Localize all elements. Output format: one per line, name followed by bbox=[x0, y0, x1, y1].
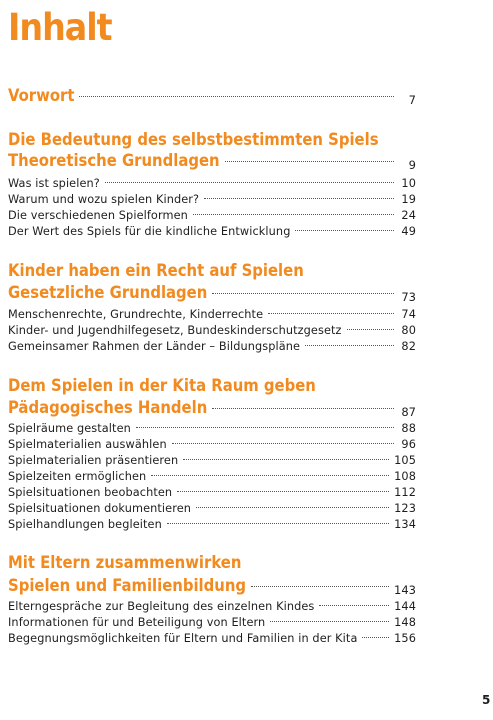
toc-label: Gesetzliche Grundlagen bbox=[8, 283, 208, 302]
toc-page: 9 bbox=[408, 158, 416, 172]
toc-label: Spielzeiten ermöglichen bbox=[8, 470, 147, 483]
dot-leader bbox=[225, 161, 394, 162]
toc-entry-section[interactable] bbox=[8, 151, 416, 170]
dot-leader bbox=[295, 230, 394, 231]
toc-page: 24 bbox=[401, 209, 416, 222]
toc-entry[interactable] bbox=[8, 632, 416, 645]
toc-entry[interactable] bbox=[8, 340, 416, 353]
toc-entry[interactable] bbox=[8, 470, 416, 483]
toc-page: 49 bbox=[401, 225, 416, 238]
dot-leader bbox=[204, 198, 394, 199]
toc-label: Spielsituationen dokumentieren bbox=[8, 502, 192, 515]
toc-entry[interactable] bbox=[8, 438, 416, 451]
toc-entry[interactable] bbox=[8, 502, 416, 515]
toc-label: Menschenrechte, Grundrechte, Kinderrechte bbox=[8, 308, 264, 321]
toc-page: 143 bbox=[394, 583, 416, 597]
toc-entry-section[interactable] bbox=[8, 398, 416, 417]
toc-label: Spielhandlungen begleiten bbox=[8, 518, 162, 531]
toc-label: Spielräume gestalten bbox=[8, 422, 131, 435]
toc-page: 144 bbox=[394, 600, 416, 613]
toc-label: Spielsituationen beobachten bbox=[8, 486, 173, 499]
toc-entry[interactable] bbox=[8, 486, 416, 499]
toc-page: 87 bbox=[401, 405, 416, 419]
dot-leader bbox=[177, 491, 389, 492]
toc-label: Was ist spielen? bbox=[8, 177, 100, 190]
dot-leader bbox=[212, 293, 394, 294]
toc-page: 123 bbox=[394, 502, 416, 515]
section-heading: Kinder haben ein Recht auf Spielen bbox=[8, 261, 304, 280]
toc-page: 148 bbox=[394, 616, 416, 629]
toc-entry[interactable] bbox=[8, 518, 416, 531]
toc-label: Elterngespräche zur Begleitung des einzelnen Kindes bbox=[8, 600, 315, 613]
toc-page: 73 bbox=[401, 290, 416, 304]
dot-leader bbox=[183, 459, 389, 460]
dot-leader bbox=[105, 182, 394, 183]
dot-leader bbox=[172, 443, 394, 444]
toc-page: 19 bbox=[401, 193, 416, 206]
dot-leader bbox=[270, 621, 389, 622]
toc-page: 10 bbox=[401, 177, 416, 190]
toc-page: 105 bbox=[394, 454, 416, 467]
dot-leader bbox=[196, 507, 389, 508]
toc-label: Theoretische Grundlagen bbox=[8, 151, 220, 170]
dot-leader bbox=[319, 605, 389, 606]
toc-entry[interactable] bbox=[8, 422, 416, 435]
section-heading: Dem Spielen in der Kita Raum geben bbox=[8, 376, 316, 395]
toc-page: 7 bbox=[408, 93, 416, 107]
dot-leader bbox=[305, 345, 394, 346]
toc-page: 156 bbox=[394, 632, 416, 645]
toc-label: Gemeinsamer Rahmen der Länder – Bildungspläne bbox=[8, 340, 301, 353]
toc-label: Spielmaterialien präsentieren bbox=[8, 454, 179, 467]
toc-label: Der Wert des Spiels für die kindliche Entwicklung bbox=[8, 225, 291, 238]
toc-entry[interactable] bbox=[8, 209, 416, 222]
toc-page: 112 bbox=[394, 486, 416, 499]
toc-label: Pädagogisches Handeln bbox=[8, 398, 208, 417]
section-heading: Mit Eltern zusammenwirken bbox=[8, 553, 242, 572]
toc-entry[interactable] bbox=[8, 308, 416, 321]
toc-entry[interactable] bbox=[8, 600, 416, 613]
section-heading: Die Bedeutung des selbstbestimmten Spiels bbox=[8, 130, 379, 149]
toc-entry[interactable] bbox=[8, 177, 416, 190]
toc-label: Informationen für und Beteiligung von Eltern bbox=[8, 616, 266, 629]
toc-page: 108 bbox=[394, 470, 416, 483]
dot-leader bbox=[167, 523, 389, 524]
toc-entry-section[interactable] bbox=[8, 283, 416, 302]
toc-entry-vorwort[interactable] bbox=[8, 86, 416, 105]
toc-label: Warum und wozu spielen Kinder? bbox=[8, 193, 200, 206]
dot-leader bbox=[268, 313, 394, 314]
toc-entry[interactable] bbox=[8, 454, 416, 467]
toc-label: Kinder- und Jugendhilfegesetz, Bundeskinderschutzgesetz bbox=[8, 324, 342, 337]
page-title: Inhalt bbox=[8, 6, 112, 49]
toc-page: 96 bbox=[401, 438, 416, 451]
toc-label: Spielen und Familienbildung bbox=[8, 576, 247, 595]
dot-leader bbox=[212, 408, 394, 409]
dot-leader bbox=[151, 475, 389, 476]
toc-entry[interactable] bbox=[8, 324, 416, 337]
dot-leader bbox=[79, 96, 394, 97]
toc-entry[interactable] bbox=[8, 193, 416, 206]
toc-page: 80 bbox=[401, 324, 416, 337]
toc-page: 82 bbox=[401, 340, 416, 353]
toc-entry[interactable] bbox=[8, 225, 416, 238]
toc-page: 88 bbox=[401, 422, 416, 435]
dot-leader bbox=[251, 586, 389, 587]
page-number: 5 bbox=[482, 693, 491, 707]
toc-page: 74 bbox=[401, 308, 416, 321]
toc-label: Spielmaterialien auswählen bbox=[8, 438, 167, 451]
toc-entry[interactable] bbox=[8, 616, 416, 629]
dot-leader bbox=[136, 427, 394, 428]
dot-leader bbox=[362, 637, 389, 638]
toc-entry-section[interactable] bbox=[8, 576, 416, 595]
toc-page: 134 bbox=[394, 518, 416, 531]
toc-label: Die verschiedenen Spielformen bbox=[8, 209, 188, 222]
dot-leader bbox=[347, 329, 394, 330]
dot-leader bbox=[193, 214, 394, 215]
toc-label: Vorwort bbox=[8, 86, 75, 105]
toc-label: Begegnungsmöglichkeiten für Eltern und Familien in der Kita bbox=[8, 632, 358, 645]
